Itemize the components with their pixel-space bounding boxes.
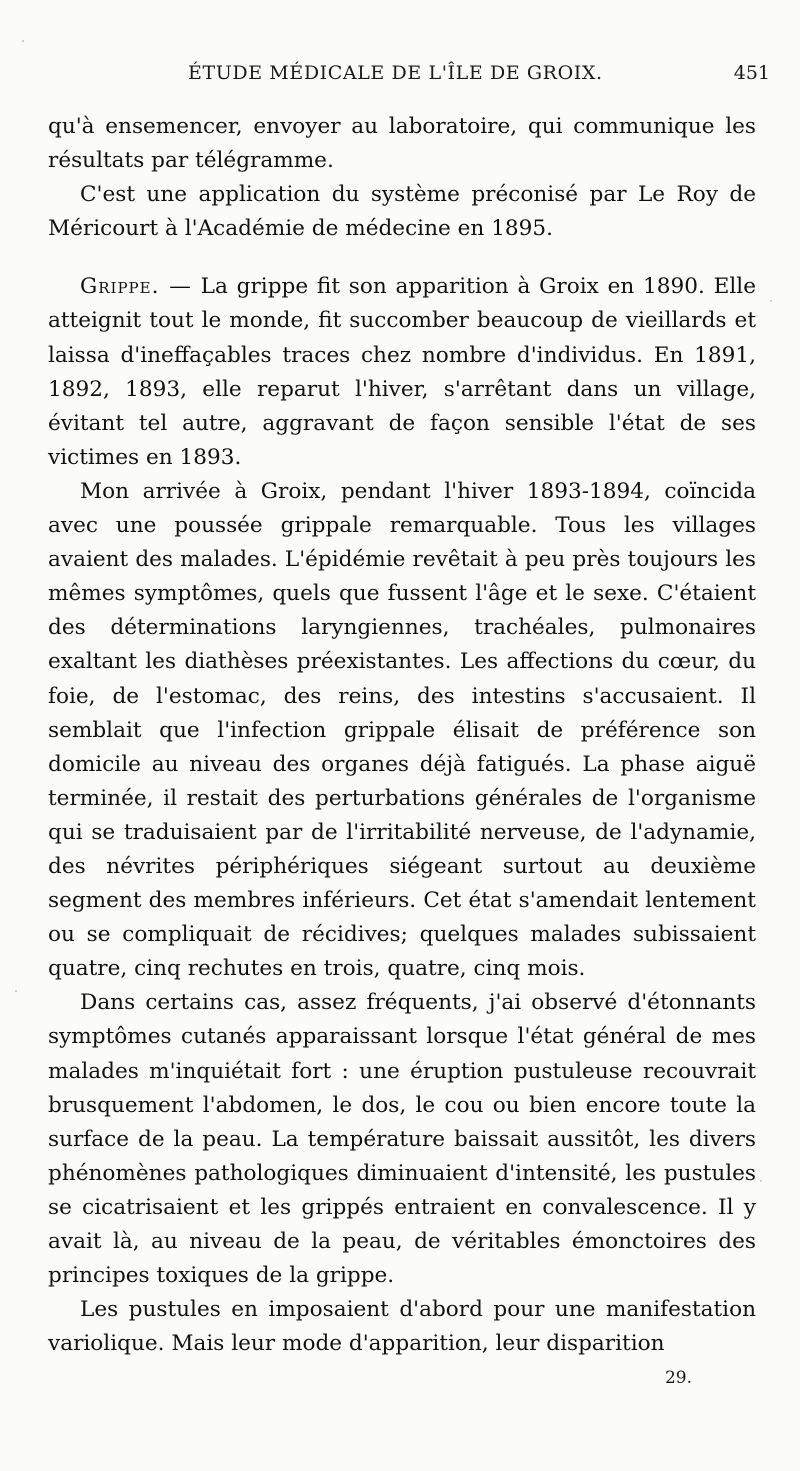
paragraph: C'est une application du système préconisé par Le Roy de Méricourt à l'Académie de médecine en 1895. bbox=[48, 182, 756, 242]
running-title: ÉTUDE MÉDICALE DE L'ÎLE DE GROIX. bbox=[188, 62, 603, 84]
paper-speck bbox=[760, 1180, 762, 1182]
paragraph: Les pustules en imposaient d'abord pour une manifestation variolique. Mais leur mode d'apparition, leur disparition bbox=[48, 1297, 756, 1357]
paper-speck bbox=[15, 990, 17, 992]
page-number: 451 bbox=[733, 62, 770, 84]
paragraph: Dans certains cas, assez fréquents, j'ai observé d'étonnants symptômes cutanés apparaissant lorsque l'état général de mes malades m'inquiétait fort : une éruption pustuleuse recouvrait brusquement l'abdomen, le dos, le cou ou bien encore toute la surface de la peau. La température baissait aussitôt, les divers phénomènes pathologiques diminuaient d'intensité, les pustules se cicatrisaient et les grippés entraient en convalescence. Il y avait là, au niveau de la peau, de véritables émonctoires des principes toxiques de la grippe. bbox=[48, 990, 756, 1289]
paragraph-grippe-text: La grippe fit son apparition à Groix en 1890. Elle atteignit tout le monde, fit succomber beaucoup de vieillards et laissa d'ineffaçables traces chez nombre d'individus. En 1891, 1892, 1893, elle reparut l'hiver, s'arrêtant dans un village, évitant tel autre, aggravant de façon sensible l'état de ses victimes en 1893. bbox=[48, 274, 756, 470]
paragraph-grippe bbox=[48, 270, 756, 475]
paragraph: Mon arrivée à Groix, pendant l'hiver 1893-1894, coïncida avec une poussée grippale remarquable. Tous les villages avaient des malades. L'épidémie revêtait à peu près toujours les mêmes symptômes, quels que fussent l'âge et le sexe. C'étaient des déterminations laryngiennes, trachéales, pulmonaires exaltant les diathèses préexistantes. Les affections du cœur, du foie, de l'estomac, des reins, des intestins s'accusaient. Il semblait que l'infection grippale élisait de préférence son domicile au niveau des organes déjà fatigués. La phase aiguë terminée, il restait des perturbations générales de l'organisme qui se traduisaient par de l'irritabilité nerveuse, de l'adynamie, des névrites périphériques siégeant surtout au deuxième segment des membres inférieurs. Cet état s'amendait lentement ou se compliquait de récidives; quelques malades subissaient quatre, cinq rechutes en trois, quatre, cinq mois. bbox=[48, 478, 756, 982]
paragraph-continuation: qu'à ensemencer, envoyer au laboratoire, qui communique les résultats par télégramme. bbox=[48, 114, 756, 174]
signature-mark: 29. bbox=[664, 1368, 692, 1388]
paper-speck bbox=[22, 40, 24, 42]
section-heading: Grippe. — bbox=[80, 274, 192, 300]
paper-speck bbox=[770, 300, 772, 302]
body-text bbox=[48, 110, 756, 1361]
running-head bbox=[48, 62, 770, 92]
